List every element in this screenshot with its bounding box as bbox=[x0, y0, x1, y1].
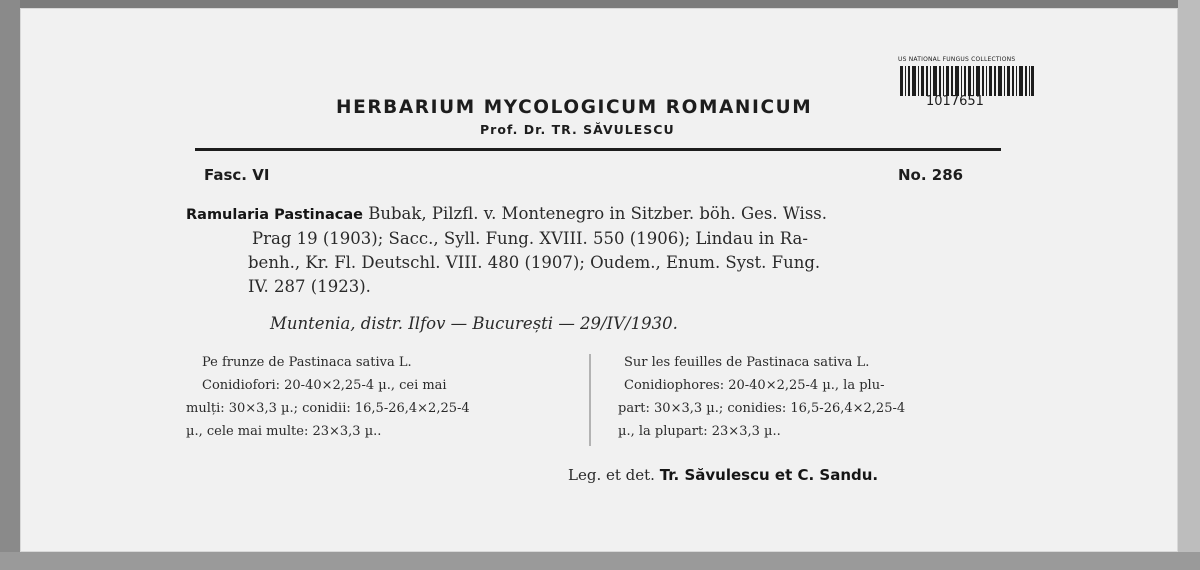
locality: Muntenia, distr. Ilfov — București — 29/IV/1930. bbox=[270, 314, 678, 333]
background-bottom bbox=[0, 552, 1200, 570]
column-divider bbox=[589, 354, 591, 446]
romanian-line-4: µ., cele mai multe: 23×3,3 µ.. bbox=[186, 424, 382, 439]
french-line-4: µ., la plupart: 23×3,3 µ.. bbox=[618, 424, 781, 439]
specimen-number: No. 286 bbox=[898, 166, 964, 184]
citation-line-4: IV. 287 (1923). bbox=[248, 277, 371, 296]
barcode-icon bbox=[900, 66, 1034, 96]
romanian-line-3: mulți: 30×3,3 µ.; conidii: 16,5-26,4×2,25-4 bbox=[186, 401, 470, 416]
collector-prefix: Leg. et det. bbox=[568, 466, 655, 484]
barcode-caption: US NATIONAL FUNGUS COLLECTIONS bbox=[898, 56, 1016, 63]
collector-line bbox=[568, 466, 878, 484]
citation-line-2: Prag 19 (1903); Sacc., Syll. Fung. XVIII. 550 (1906); Lindau in Ra- bbox=[252, 229, 808, 248]
citation-text-1: Bubak, Pilzfl. v. Montenegro in Sitzber. böh. Ges. Wiss. bbox=[368, 204, 828, 223]
description-romanian bbox=[186, 351, 576, 443]
species-name: Ramularia Pastinacae bbox=[186, 207, 363, 223]
barcode-number: 1017651 bbox=[926, 94, 984, 109]
citation-line-3: benh., Kr. Fl. Deutschl. VIII. 480 (1907); Oudem., Enum. Syst. Fung. bbox=[248, 253, 821, 272]
romanian-line-2: Conidiofori: 20-40×2,25-4 µ., cei mai bbox=[202, 378, 447, 393]
fascicle-label: Fasc. VI bbox=[204, 166, 270, 184]
description-french bbox=[618, 351, 1018, 443]
background-left bbox=[0, 0, 20, 570]
taxon-citation bbox=[186, 202, 1006, 299]
romanian-line-1: Pe frunze de Pastinaca sativa L. bbox=[202, 355, 412, 370]
herbarium-title: HERBARIUM MYCOLOGICUM ROMANICUM bbox=[336, 97, 813, 118]
herbarium-curator: Prof. Dr. TR. SĂVULESCU bbox=[480, 122, 675, 137]
header-rule bbox=[195, 148, 1001, 151]
collector-names: Tr. Săvulescu et C. Sandu. bbox=[659, 466, 879, 484]
french-line-2: Conidiophores: 20-40×2,25-4 µ., la plu- bbox=[624, 378, 885, 393]
background-right bbox=[1178, 0, 1200, 570]
barcode-sticker bbox=[898, 56, 1038, 116]
french-line-1: Sur les feuilles de Pastinaca sativa L. bbox=[624, 355, 870, 370]
citation-line-1 bbox=[186, 202, 1006, 227]
french-line-3: part: 30×3,3 µ.; conidies: 16,5-26,4×2,25-4 bbox=[618, 401, 906, 416]
